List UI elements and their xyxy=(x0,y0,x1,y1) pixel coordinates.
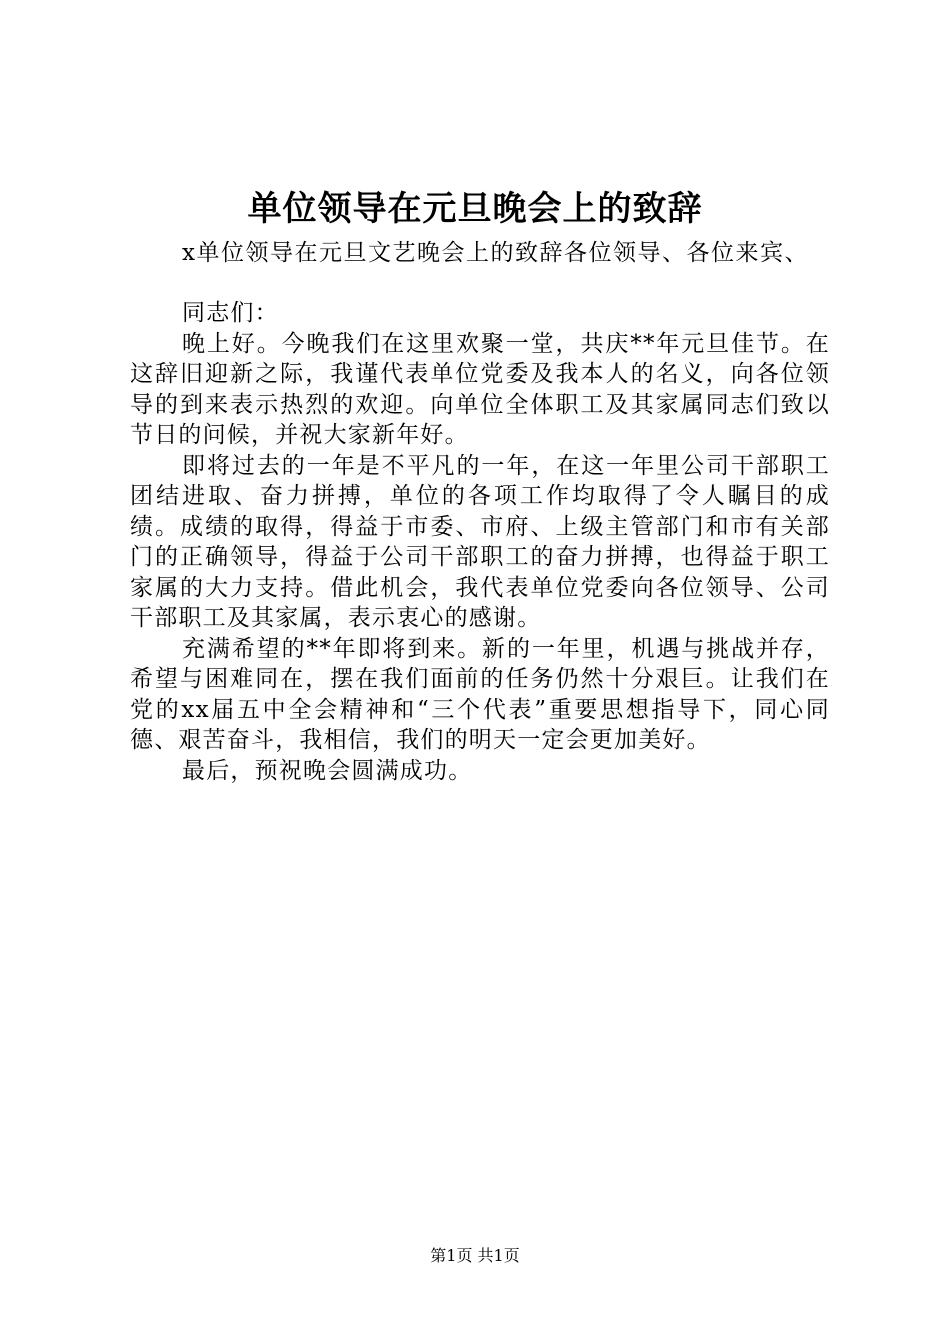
body-paragraph: 即将过去的一年是不平凡的一年，在这一年里公司干部职工团结进取、奋力拼搏，单位的各项工作均取得了令人瞩目的成绩。成绩的取得，得益于市委、市府、上级主管部门和市有关部门的正确领导，得益于公司干部职工的奋力拼搏，也得益于职工家属的大力支持。借此机会，我代表单位党委向各位领导、公司干部职工及其家属，表示衷心的感谢。 xyxy=(130,452,830,631)
intro-line: x单位领导在元旦文艺晚会上的致辞各位领导、各位来宾、 xyxy=(182,240,809,266)
page-footer: 第1页 共1页 xyxy=(430,1246,520,1265)
body-paragraph: 晚上好。今晚我们在这里欢聚一堂，共庆**年元旦佳节。在这辞旧迎新之际，我谨代表单位党委及我本人的名义，向各位领导的到来表示热烈的欢迎。向单位全体职工及其家属同志们致以节日的问候，并祝大家新年好。 xyxy=(130,330,830,448)
body-paragraph: 充满希望的**年即将到来。新的一年里，机遇与挑战并存，希望与困难同在，摆在我们面前的任务仍然十分艰巨。让我们在党的xx届五中全会精神和“三个代表”重要思想指导下，同心同德、艰苦奋斗，我相信，我们的明天一定会更加美好。 xyxy=(130,635,830,753)
closing-paragraph: 最后，预祝晚会圆满成功。 xyxy=(182,757,473,784)
greeting-paragraph: 同志们： xyxy=(182,300,279,326)
document-body xyxy=(130,298,830,786)
document-title: 单位领导在元旦晚会上的致辞 xyxy=(247,189,703,229)
